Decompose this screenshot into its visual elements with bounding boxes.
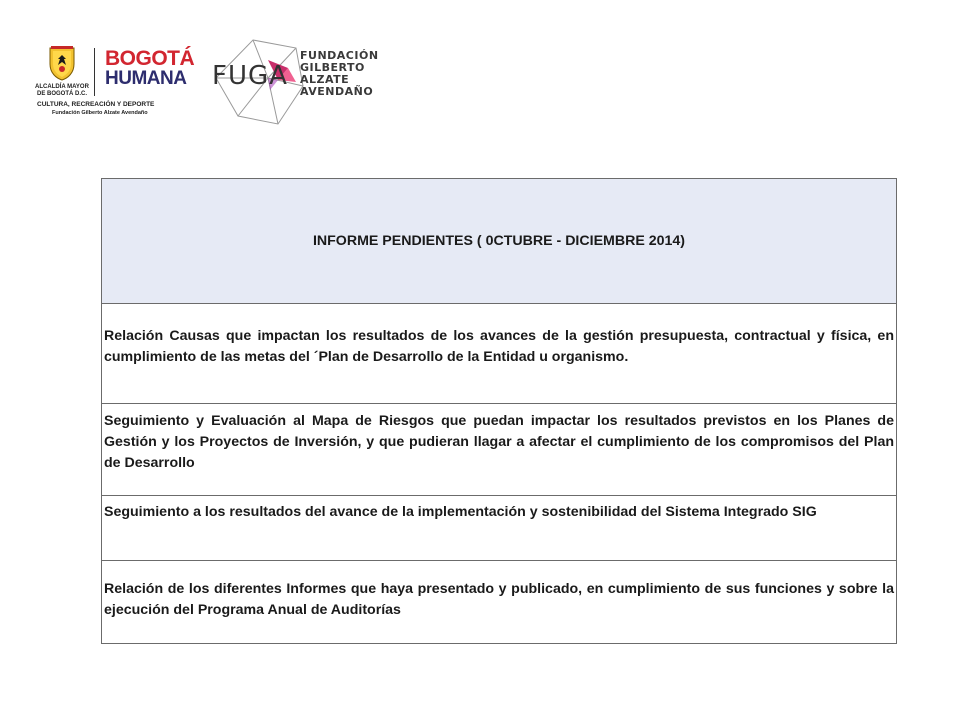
table-row bbox=[102, 496, 897, 561]
header-logos bbox=[30, 38, 430, 128]
table-row bbox=[102, 561, 897, 644]
bogota-crest-icon bbox=[47, 46, 77, 82]
alcaldia-logo bbox=[30, 46, 94, 98]
alcaldia-text: ALCALDÍA MAYOR DE BOGOTÁ D.C. bbox=[35, 84, 89, 97]
fuga-name bbox=[300, 50, 379, 98]
sector-label: CULTURA, RECREACIÓN Y DEPORTE bbox=[37, 101, 155, 108]
entity-small-label: Fundación Gilberto Alzate Avendaño bbox=[52, 110, 148, 116]
fuga-acronym: FUGA bbox=[212, 61, 288, 91]
table-cell: Relación Causas que impactan los resultados de los avances de la gestión presupuesta, contractual y física, en cumplimiento de las metas del ´Plan de Desarrollo de la Entidad u organismo. bbox=[102, 304, 897, 404]
table-row bbox=[102, 304, 897, 404]
fuga-name-line: ALZATE bbox=[300, 73, 350, 86]
humana-word: HUMANA bbox=[105, 68, 187, 89]
table-header-row bbox=[102, 179, 897, 304]
fuga-name-line: GILBERTO bbox=[300, 61, 365, 74]
bogota-humana-logo bbox=[105, 47, 195, 89]
bogota-word: BOGOTÁ bbox=[105, 47, 195, 70]
table-cell: Seguimiento y Evaluación al Mapa de Riesgos que puedan impactar los resultados previstos en los Planes de Gestión y los Proyectos de Inversión, y que pudieran llagar a afectar el cumplimiento de los compromisos del Plan de Desarrollo bbox=[102, 404, 897, 496]
table-cell: Seguimiento a los resultados del avance de la implementación y sostenibilidad del Sistema Integrado SIG bbox=[102, 496, 897, 561]
table-row bbox=[102, 404, 897, 496]
logo-divider bbox=[94, 48, 95, 96]
fuga-name-line: AVENDAÑO bbox=[300, 85, 374, 98]
table-cell: Relación de los diferentes Informes que haya presentado y publicado, en cumplimiento de sus funciones y sobre la ejecución del Programa Anual de Auditorías bbox=[102, 561, 897, 644]
fuga-name-line: FUNDACIÓN bbox=[300, 49, 379, 62]
report-table bbox=[101, 178, 897, 644]
table-title: INFORME PENDIENTES ( 0CTUBRE - DICIEMBRE 2014) bbox=[102, 179, 897, 304]
